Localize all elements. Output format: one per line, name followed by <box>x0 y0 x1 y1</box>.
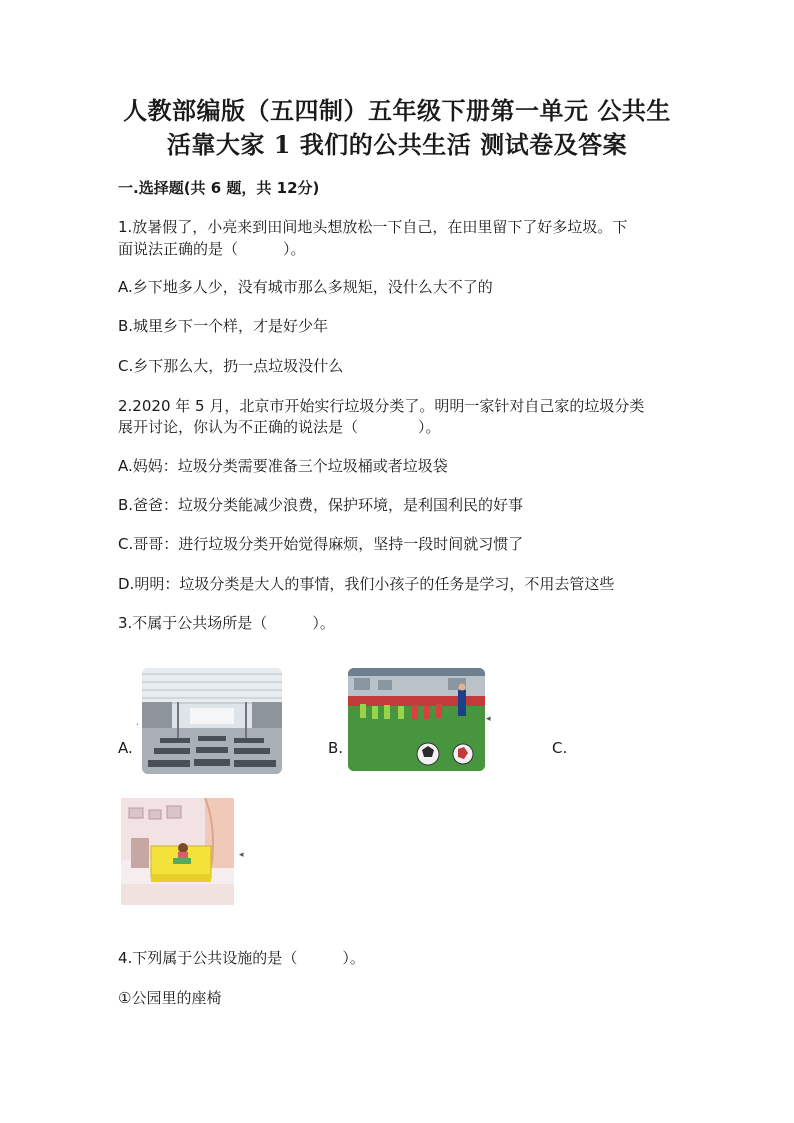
soccer-field-image <box>348 668 485 771</box>
anchor-mark: . <box>136 718 139 728</box>
question-2-option-b: B.爸爸：垃圾分类能减少浪费，保护环境，是利国利民的好事 <box>118 496 524 514</box>
question-2-option-d: D.明明：垃圾分类是大人的事情，我们小孩子的任务是学习，不用去管这些 <box>118 575 615 593</box>
question-4-text: 4.下列属于公共设施的是（ ）。 <box>118 949 365 967</box>
question-3-label-a: A. <box>118 739 133 757</box>
question-1-option-c: C.乡下那么大，扔一点垃圾没什么 <box>118 357 344 375</box>
question-1-text-line-2: 面说法正确的是（ ）。 <box>118 240 306 258</box>
section-heading: 一.选择题(共 6 题，共 12分) <box>118 179 320 197</box>
question-3-label-b: B. <box>328 739 344 757</box>
question-4-item-1: ①公园里的座椅 <box>118 989 222 1007</box>
page-title-line-2: 活靠大家 1 我们的公共生活 测试卷及答案 <box>166 130 628 159</box>
question-3-text: 3.不属于公共场所是（ ）。 <box>118 614 335 632</box>
question-2-option-c: C.哥哥：进行垃圾分类开始觉得麻烦，坚持一段时间就习惯了 <box>118 535 524 553</box>
question-2-text-line-1: 2.2020 年 5 月，北京市开始实行垃圾分类了。明明一家针对自己家的垃圾分类 <box>118 397 645 415</box>
question-3-label-c: C. <box>552 739 568 757</box>
question-1-option-b: B.城里乡下一个样，才是好少年 <box>118 317 329 335</box>
question-2-option-a: A.妈妈：垃圾分类需要准备三个垃圾桶或者垃圾袋 <box>118 457 448 475</box>
question-1-option-a: A.乡下地多人少，没有城市那么多规矩，没什么大不了的 <box>118 278 493 296</box>
question-2-text-line-2: 展开讨论，你认为不正确的说法是（ ）。 <box>118 418 441 436</box>
station-hall-image <box>142 668 282 774</box>
page-title-line-1: 人教部编版（五四制）五年级下册第一单元 公共生 <box>123 96 671 125</box>
anchor-mark: ◂ <box>239 850 244 860</box>
anchor-mark: ◂ <box>486 714 491 724</box>
bedroom-illustration-image <box>121 798 234 905</box>
question-1-text-line-1: 1.放暑假了，小亮来到田间地头想放松一下自己，在田里留下了好多垃圾。下 <box>118 218 628 236</box>
